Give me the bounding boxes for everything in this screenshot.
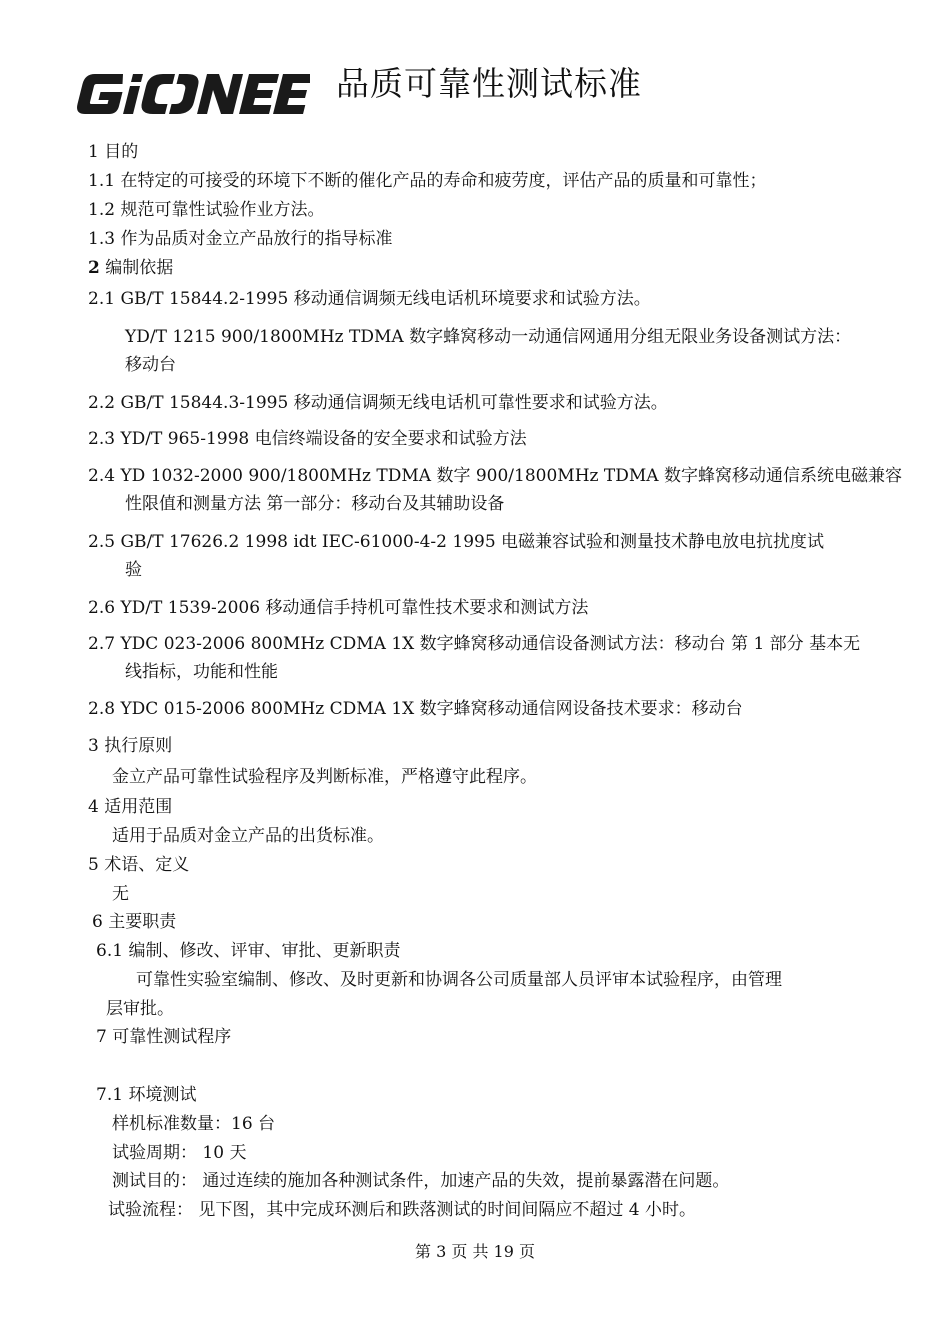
section-2-1-ref-line2: 移动台 (125, 355, 176, 375)
gionee-logo (76, 70, 310, 118)
sample-quantity: 样机标准数量：16 台 (112, 1114, 276, 1134)
section-2-3: 2.3 YD/T 965-1998 电信终端设备的安全要求和试验方法 (88, 429, 527, 449)
section-3-heading: 3 执行原则 (88, 736, 173, 756)
section-1-2: 1.2 规范可靠性试验作业方法。 (88, 200, 325, 220)
section-2-8: 2.8 YDC 015-2006 800MHz CDMA 1X 数字蜂窝移动通信网设备技术要求：移动台 (88, 699, 743, 719)
section-2-7-line1: 2.7 YDC 023-2006 800MHz CDMA 1X 数字蜂窝移动通信设备测试方法：移动台 第 1 部分 基本无 (88, 634, 861, 654)
test-cycle: 试验周期： 10 天 (112, 1143, 247, 1163)
section-2-6: 2.6 YD/T 1539-2006 移动通信手持机可靠性技术要求和测试方法 (88, 598, 589, 618)
test-purpose: 测试目的： 通过连续的施加各种测试条件，加速产品的失效，提前暴露潜在问题。 (112, 1171, 730, 1191)
section-1-3: 1.3 作为品质对金立产品放行的指导标准 (88, 229, 393, 249)
section-4-heading: 4 适用范围 (88, 797, 173, 817)
section-5-heading: 5 术语、定义 (88, 855, 190, 875)
section-5-body: 无 (112, 884, 129, 904)
section-2-heading (88, 254, 173, 282)
section-2-4-line1: 2.4 YD 1032-2000 900/1800MHz TDMA 数字 900/1800MHz TDMA 数字蜂窝移动通信系统电磁兼容 (88, 466, 902, 486)
section-2-1-ref-line1: YD/T 1215 900/1800MHz TDMA 数字蜂窝移动一动通信网通用分组无限业务设备测试方法： (125, 327, 852, 347)
test-flow: 试验流程： 见下图，其中完成环测后和跌落测试的时间间隔应不超过 4 小时。 (108, 1200, 697, 1220)
section-7-heading: 7 可靠性测试程序 (96, 1027, 232, 1047)
document-title: 品质可靠性测试标准 (336, 64, 642, 103)
section-2-7-line2: 线指标，功能和性能 (125, 662, 278, 682)
section-2-number: 2 (88, 258, 100, 278)
section-1-heading (88, 138, 138, 166)
section-2-4-line2: 性限值和测量方法 第一部分：移动台及其辅助设备 (125, 494, 505, 514)
section-2-5-line1: 2.5 GB/T 17626.2 1998 idt IEC-61000-4-2 1995 电磁兼容试验和测量技术静电放电抗扰度试 (88, 532, 825, 552)
section-6-1-body-line2: 层审批。 (106, 999, 174, 1019)
section-3-body: 金立产品可靠性试验程序及判断标准，严格遵守此程序。 (112, 767, 537, 787)
section-6-heading: 6 主要职责 (92, 912, 177, 932)
section-1-1: 1.1 在特定的可接受的环境下不断的催化产品的寿命和疲劳度，评估产品的质量和可靠性； (88, 171, 767, 191)
section-2-1: 2.1 GB/T 15844.2-1995 移动通信调频无线电话机环境要求和试验方法。 (88, 289, 651, 309)
section-4-body: 适用于品质对金立产品的出货标准。 (112, 826, 384, 846)
page-number-footer: 第 3 页 共 19 页 (415, 1242, 535, 1261)
section-1-number: 1 (88, 142, 99, 162)
section-2-2: 2.2 GB/T 15844.3-1995 移动通信调频无线电话机可靠性要求和试验方法。 (88, 393, 668, 413)
section-2-title: 编制依据 (105, 258, 174, 278)
section-6-1: 6.1 编制、修改、评审、审批、更新职责 (96, 941, 401, 961)
section-1-title: 目的 (104, 142, 139, 162)
section-6-1-body-line1: 可靠性实验室编制、修改、及时更新和协调各公司质量部人员评审本试验程序，由管理 (136, 970, 782, 990)
section-7-1: 7.1 环境测试 (96, 1085, 197, 1105)
section-2-5-line2: 验 (125, 560, 142, 580)
